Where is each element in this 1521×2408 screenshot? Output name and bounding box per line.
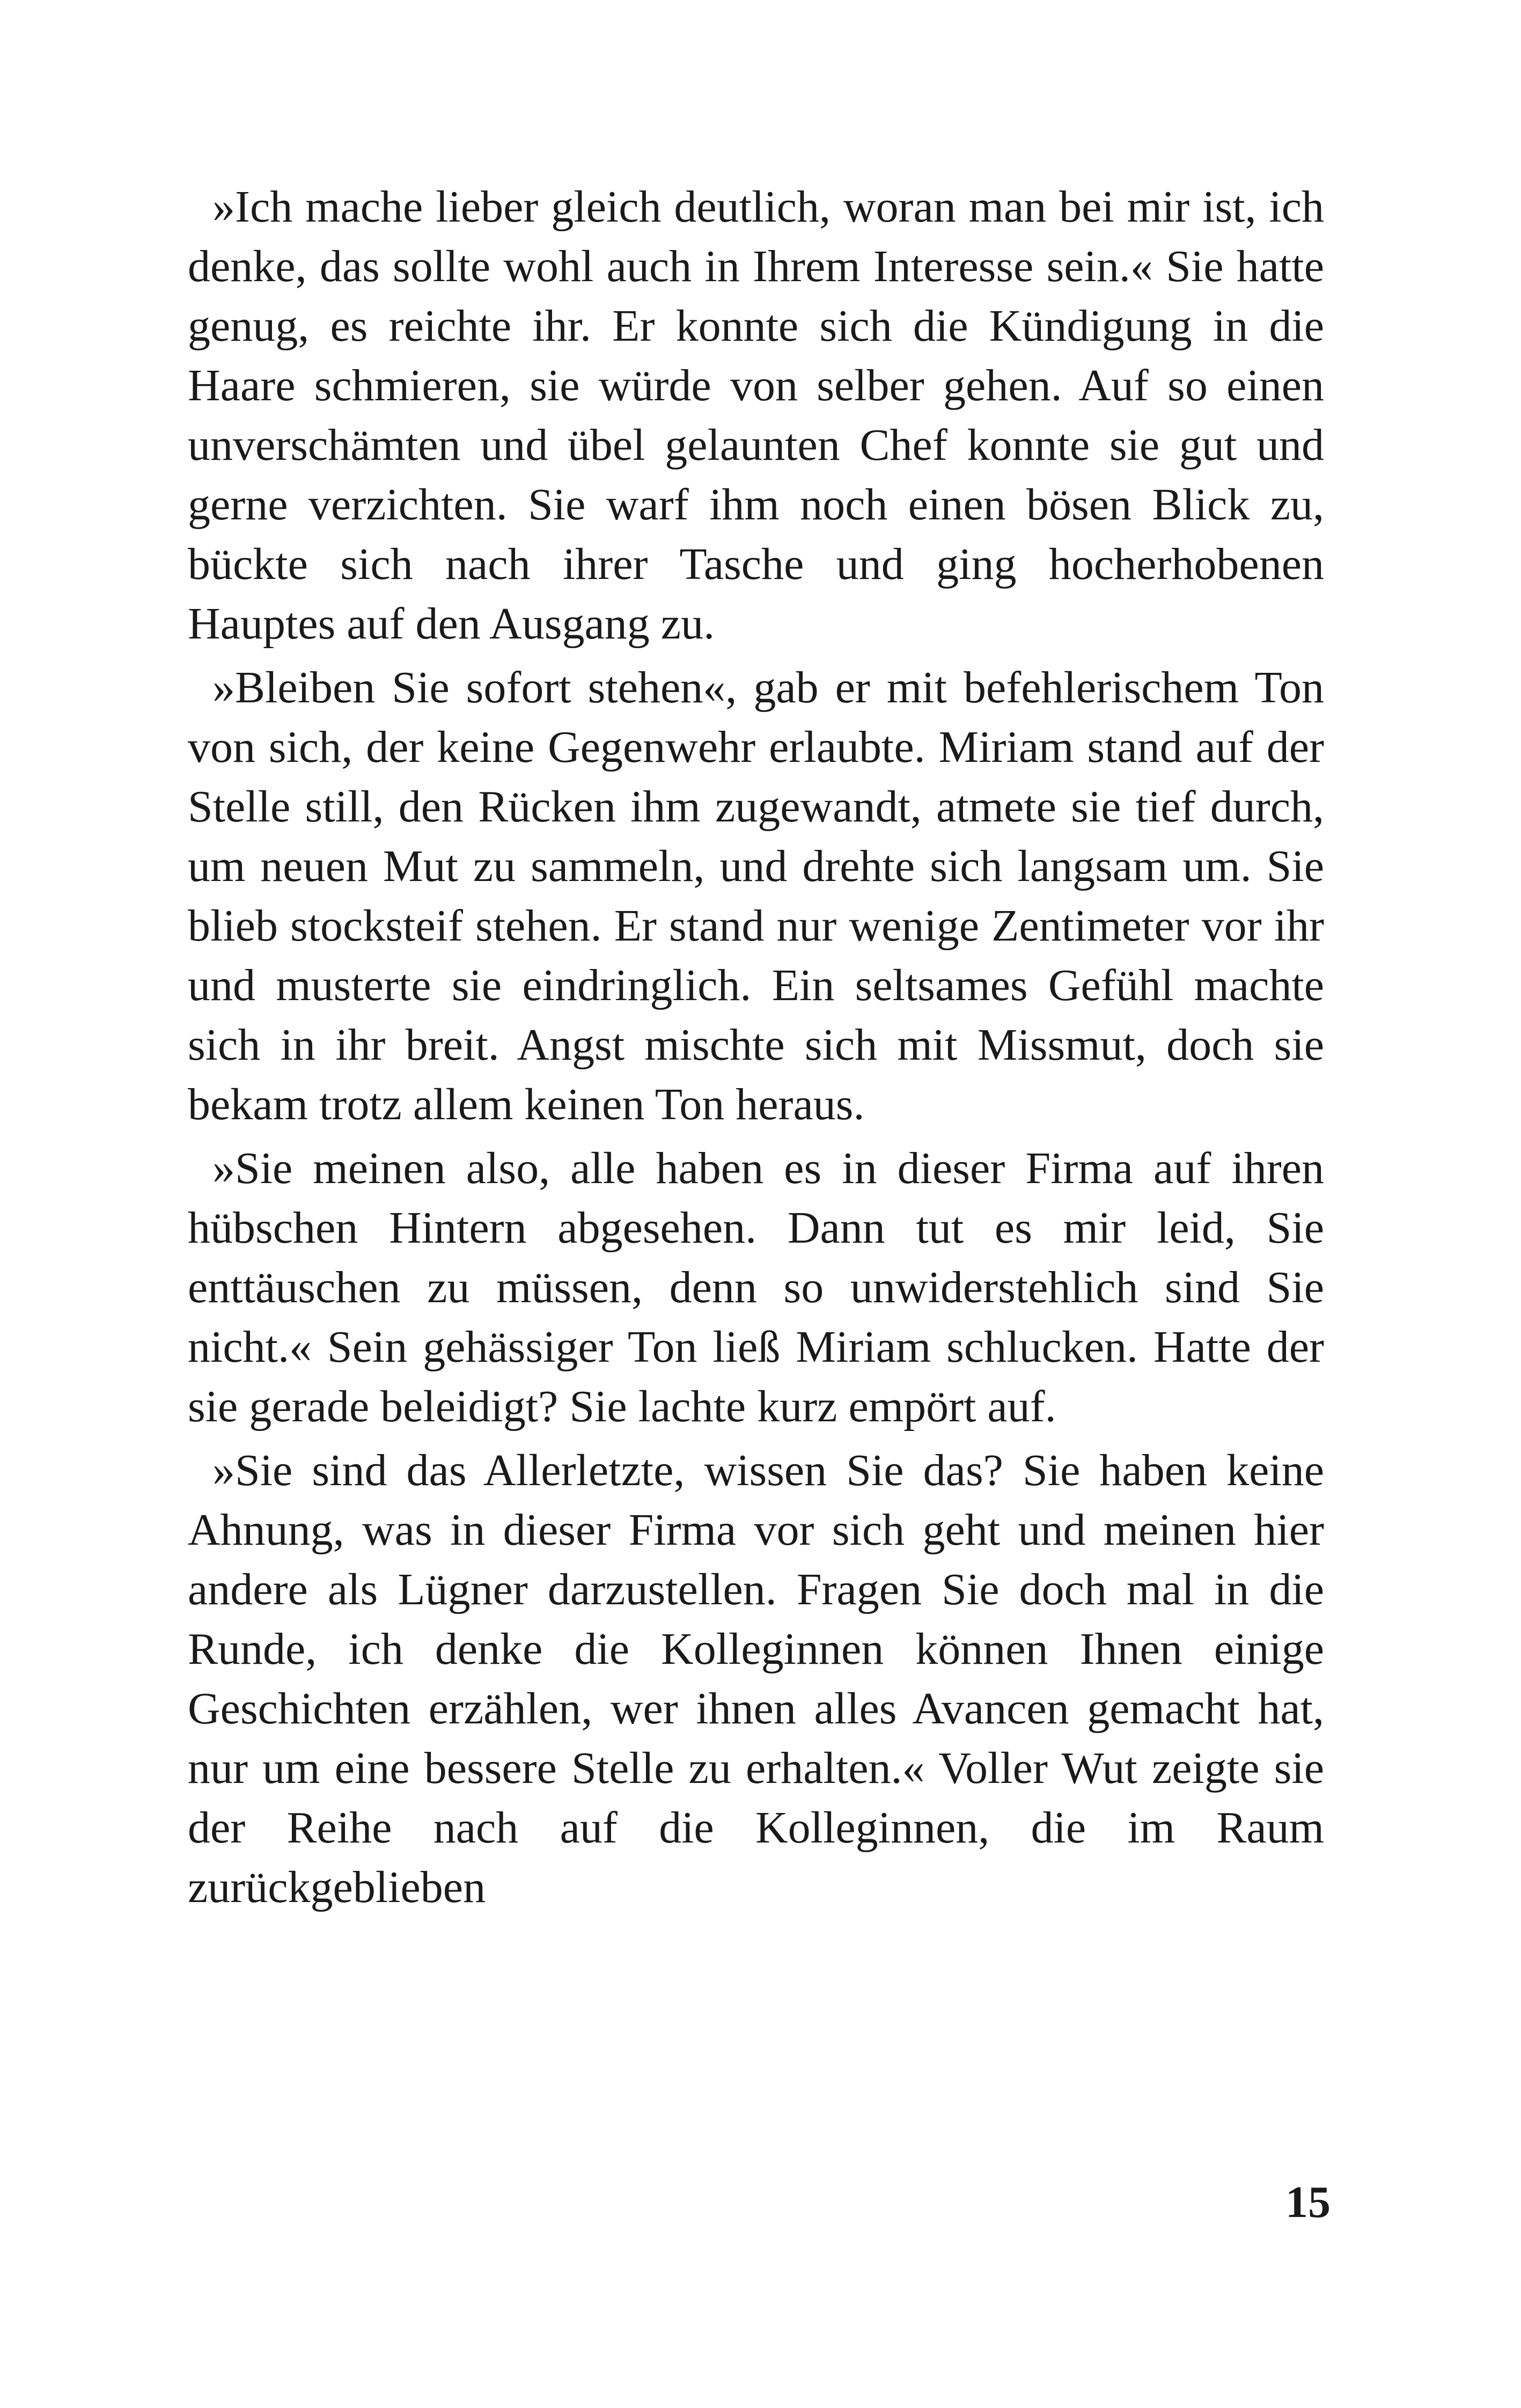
- page-number: 15: [1285, 2177, 1331, 2227]
- paragraph-2: »Bleiben Sie sofort stehen«, gab er mit befehlerischem Ton von sich, der keine Gegenwehr erlaubte. Miriam stand auf der Stelle still, den Rücken ihm zugewandt, atmete sie tief durch, um neuen Mut zu sammeln, und drehte sich langsam um. Sie blieb stocksteif stehen. Er stand nur wenige Zentimeter vor ihr und musterte sie eindringlich. Ein seltsames Gefühl machte sich in ihr breit. Angst mischte sich mit Missmut, doch sie bekam trotz allem keinen Ton heraus.: [188, 663, 1324, 1129]
- paragraph-1: »Ich mache lieber gleich deutlich, woran man bei mir ist, ich denke, das sollte wohl auch in Ihrem Interesse sein.« Sie hatte genug, es reichte ihr. Er konnte sich die Kündigung in die Haare schmieren, sie würde von selber gehen. Auf so einen unverschämten und übel gelaunten Chef konnte sie gut und gerne verzichten. Sie warf ihm noch einen bösen Blick zu, bückte sich nach ihrer Tasche und ging hocherhobenen Hauptes auf den Ausgang zu.: [188, 182, 1324, 649]
- body-text: [188, 177, 1324, 1917]
- paragraph-4: »Sie sind das Allerletzte, wissen Sie das? Sie haben keine Ahnung, was in dieser Firma vor sich geht und meinen hier andere als Lügner darzustellen. Fragen Sie doch mal in die Runde, ich denke die Kolleginnen können Ihnen einige Geschichten erzählen, wer ihnen alles Avancen gemacht hat, nur um eine bessere Stelle zu erhalten.« Voller Wut zeigte sie der Reihe nach auf die Kolleginnen, die im Raum zurückgeblieben: [188, 1445, 1324, 1912]
- paragraph-3: »Sie meinen also, alle haben es in dieser Firma auf ihren hübschen Hintern abgesehen. Dann tut es mir leid, Sie enttäuschen zu müssen, denn so unwiderstehlich sind Sie nicht.« Sein gehässiger Ton ließ Miriam schlucken. Hatte der sie gerade beleidigt? Sie lachte kurz empört auf.: [188, 1143, 1324, 1431]
